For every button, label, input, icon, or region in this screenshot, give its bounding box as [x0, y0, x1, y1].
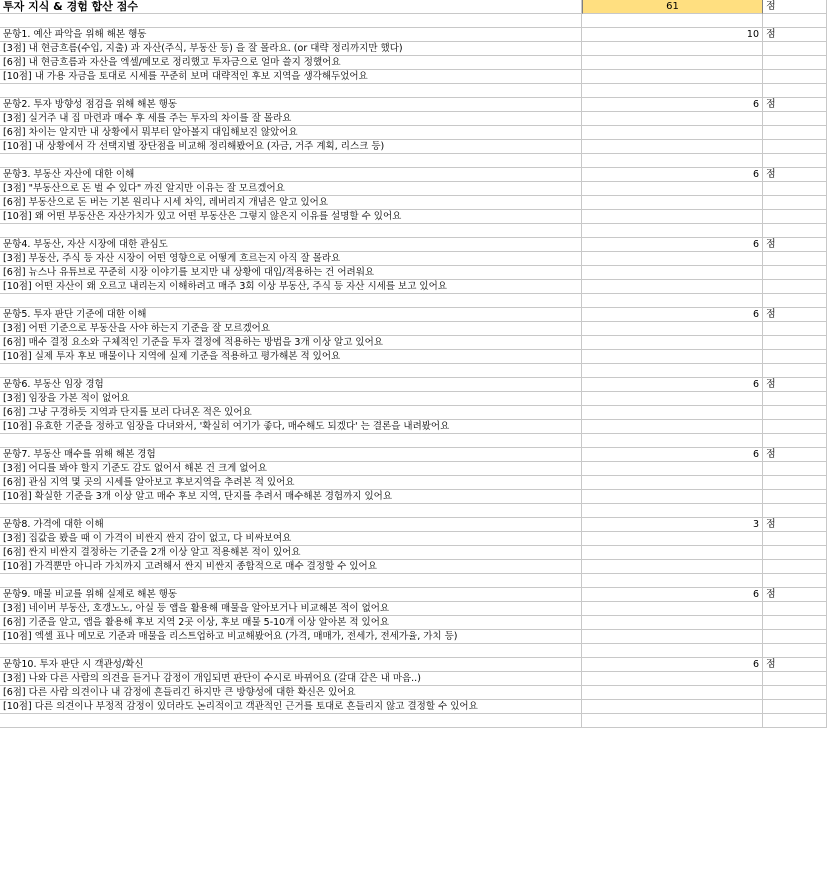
blank-cell[interactable]: [582, 252, 763, 266]
blank-cell[interactable]: [582, 504, 763, 518]
blank-cell[interactable]: [763, 294, 827, 308]
blank-cell[interactable]: [763, 434, 827, 448]
option-cell[interactable]: [10점] 내 가용 자금을 토대로 시세를 꾸준히 보며 대략적인 후보 지역을 생각해두었어요: [0, 70, 582, 84]
blank-cell[interactable]: [582, 182, 763, 196]
blank-cell[interactable]: [582, 476, 763, 490]
question-unit-cell[interactable]: 점: [763, 28, 827, 42]
blank-cell[interactable]: [763, 644, 827, 658]
option-cell[interactable]: [3점] "부동산으로 돈 벌 수 있다" 까진 알지만 이유는 잘 모르겠어요: [0, 182, 582, 196]
blank-cell[interactable]: [582, 140, 763, 154]
option-cell[interactable]: [3점] 어디를 봐야 할지 기준도 감도 없어서 해본 건 크게 없어요: [0, 462, 582, 476]
question-title-cell[interactable]: 문항6. 부동산 임장 경험: [0, 378, 582, 392]
question-unit-cell[interactable]: 점: [763, 308, 827, 322]
total-score-cell[interactable]: 61: [582, 0, 763, 14]
option-cell[interactable]: [10점] 왜 어떤 부동산은 자산가치가 있고 어떤 부동산은 그렇지 않은지 이유를 설명할 수 있어요: [0, 210, 582, 224]
blank-cell[interactable]: [763, 392, 827, 406]
option-cell[interactable]: [6점] 싼지 비싼지 결정하는 기준을 2개 이상 알고 적용해본 적이 있어요: [0, 546, 582, 560]
blank-cell[interactable]: [763, 532, 827, 546]
blank-cell[interactable]: [0, 84, 582, 98]
question-score-cell[interactable]: 6: [582, 658, 763, 672]
blank-cell[interactable]: [0, 14, 582, 28]
sheet-title[interactable]: 투자 지식 & 경험 합산 점수: [0, 0, 582, 14]
blank-cell[interactable]: [582, 714, 763, 728]
question-title-cell[interactable]: 문항1. 예산 파악을 위해 해본 행동: [0, 28, 582, 42]
blank-cell[interactable]: [582, 630, 763, 644]
blank-cell[interactable]: [763, 574, 827, 588]
blank-cell[interactable]: [582, 336, 763, 350]
blank-cell[interactable]: [582, 322, 763, 336]
option-cell[interactable]: [10점] 다른 의견이나 부정적 감정이 있더라도 논리적이고 객관적인 근거를 토대로 흔들리지 않고 결정할 수 있어요: [0, 700, 582, 714]
question-score-cell[interactable]: 6: [582, 308, 763, 322]
blank-cell[interactable]: [582, 462, 763, 476]
option-cell[interactable]: [6점] 차이는 알지만 내 상황에서 뭐부터 알아볼지 대입해보진 않았어요: [0, 126, 582, 140]
blank-cell[interactable]: [582, 364, 763, 378]
option-cell[interactable]: [3점] 나와 다른 사람의 의견을 듣거나 감정이 개입되면 판단이 수시로 바뀌어요 (갈대 같은 내 마음..): [0, 672, 582, 686]
option-cell[interactable]: [3점] 네이버 부동산, 호갱노노, 아실 등 앱을 활용해 매물을 알아보거나 비교해본 적이 없어요: [0, 602, 582, 616]
option-cell[interactable]: [3점] 부동산, 주식 등 자산 시장이 어떤 영향으로 어떻게 흐르는지 아직 잘 몰라요: [0, 252, 582, 266]
blank-cell[interactable]: [582, 546, 763, 560]
blank-cell[interactable]: [0, 644, 582, 658]
blank-cell[interactable]: [763, 700, 827, 714]
blank-cell[interactable]: [763, 84, 827, 98]
option-cell[interactable]: [10점] 실제 투자 후보 매물이나 지역에 실제 기준을 적용하고 평가해본 적 있어요: [0, 350, 582, 364]
question-score-cell[interactable]: 6: [582, 448, 763, 462]
option-cell[interactable]: [10점] 어떤 자산이 왜 오르고 내리는지 이해하려고 매주 3회 이상 부동산, 주식 등 자산 시세를 보고 있어요: [0, 280, 582, 294]
blank-cell[interactable]: [763, 266, 827, 280]
question-unit-cell[interactable]: 점: [763, 168, 827, 182]
blank-cell[interactable]: [763, 140, 827, 154]
blank-cell[interactable]: [582, 616, 763, 630]
blank-cell[interactable]: [582, 350, 763, 364]
blank-cell[interactable]: [763, 280, 827, 294]
blank-cell[interactable]: [582, 672, 763, 686]
question-score-cell[interactable]: 3: [582, 518, 763, 532]
blank-cell[interactable]: [582, 224, 763, 238]
option-cell[interactable]: [10점] 확실한 기준을 3개 이상 알고 매수 후보 지역, 단지를 추려서 매수해본 경험까지 있어요: [0, 490, 582, 504]
blank-cell[interactable]: [582, 196, 763, 210]
blank-cell[interactable]: [763, 322, 827, 336]
blank-cell[interactable]: [582, 560, 763, 574]
blank-cell[interactable]: [0, 574, 582, 588]
blank-cell[interactable]: [763, 476, 827, 490]
blank-cell[interactable]: [582, 280, 763, 294]
blank-cell[interactable]: [763, 672, 827, 686]
blank-cell[interactable]: [763, 630, 827, 644]
blank-cell[interactable]: [763, 602, 827, 616]
blank-cell[interactable]: [582, 392, 763, 406]
blank-cell[interactable]: [763, 224, 827, 238]
blank-cell[interactable]: [582, 532, 763, 546]
option-cell[interactable]: [6점] 내 현금흐름과 자산을 엑셀/메모로 정리했고 투자금으로 얼마 쓸지 정했어요: [0, 56, 582, 70]
total-unit-cell[interactable]: 점: [763, 0, 827, 14]
blank-cell[interactable]: [0, 504, 582, 518]
option-cell[interactable]: [6점] 기준을 알고, 앱을 활용해 후보 지역 2곳 이상, 후보 매물 5-10개 이상 알아본 적 있어요: [0, 616, 582, 630]
question-title-cell[interactable]: 문항9. 매물 비교를 위해 실제로 해본 행동: [0, 588, 582, 602]
blank-cell[interactable]: [763, 336, 827, 350]
option-cell[interactable]: [6점] 그냥 구경하듯 지역과 단지를 보러 다녀온 적은 있어요: [0, 406, 582, 420]
question-unit-cell[interactable]: 점: [763, 658, 827, 672]
blank-cell[interactable]: [763, 462, 827, 476]
blank-cell[interactable]: [582, 14, 763, 28]
option-cell[interactable]: [6점] 다른 사람 의견이나 내 감정에 흔들리긴 하지만 큰 방향성에 대한 확신은 있어요: [0, 686, 582, 700]
option-cell[interactable]: [3점] 실거주 내 집 마련과 매수 후 세를 주는 투자의 차이를 잘 몰라요: [0, 112, 582, 126]
blank-cell[interactable]: [763, 406, 827, 420]
blank-cell[interactable]: [582, 406, 763, 420]
question-unit-cell[interactable]: 점: [763, 378, 827, 392]
option-cell[interactable]: [3점] 어떤 기준으로 부동산을 사야 하는지 기준을 잘 모르겠어요: [0, 322, 582, 336]
question-score-cell[interactable]: 6: [582, 378, 763, 392]
question-title-cell[interactable]: 문항3. 부동산 자산에 대한 이해: [0, 168, 582, 182]
option-cell[interactable]: [10점] 유효한 기준을 정하고 임장을 다녀와서, '확실히 여기가 좋다, 매수해도 되겠다' 는 결론을 내려봤어요: [0, 420, 582, 434]
option-cell[interactable]: [6점] 관심 지역 몇 곳의 시세를 알아보고 후보지역을 추려본 적 있어요: [0, 476, 582, 490]
question-score-cell[interactable]: 6: [582, 588, 763, 602]
option-cell[interactable]: [10점] 엑셀 표나 메모로 기준과 매물을 리스트업하고 비교해봤어요 (가격, 매매가, 전세가, 전세가율, 가치 등): [0, 630, 582, 644]
blank-cell[interactable]: [582, 644, 763, 658]
blank-cell[interactable]: [763, 56, 827, 70]
blank-cell[interactable]: [763, 154, 827, 168]
blank-cell[interactable]: [582, 210, 763, 224]
blank-cell[interactable]: [582, 420, 763, 434]
question-title-cell[interactable]: 문항2. 투자 방향성 점검을 위해 해본 행동: [0, 98, 582, 112]
blank-cell[interactable]: [582, 574, 763, 588]
blank-cell[interactable]: [763, 546, 827, 560]
question-title-cell[interactable]: 문항10. 투자 판단 시 객관성/확신: [0, 658, 582, 672]
question-score-cell[interactable]: 10: [582, 28, 763, 42]
blank-cell[interactable]: [0, 224, 582, 238]
question-unit-cell[interactable]: 점: [763, 448, 827, 462]
option-cell[interactable]: [6점] 부동산으로 돈 버는 기본 원리나 시세 차익, 레버리지 개념은 알고 있어요: [0, 196, 582, 210]
option-cell[interactable]: [10점] 가격뿐만 아니라 가치까지 고려해서 싼지 비싼지 종합적으로 매수 결정할 수 있어요: [0, 560, 582, 574]
blank-cell[interactable]: [582, 56, 763, 70]
question-score-cell[interactable]: 6: [582, 238, 763, 252]
blank-cell[interactable]: [0, 294, 582, 308]
blank-cell[interactable]: [582, 602, 763, 616]
question-score-cell[interactable]: 6: [582, 98, 763, 112]
blank-cell[interactable]: [763, 686, 827, 700]
blank-cell[interactable]: [763, 42, 827, 56]
blank-cell[interactable]: [763, 504, 827, 518]
blank-cell[interactable]: [582, 686, 763, 700]
blank-cell[interactable]: [582, 434, 763, 448]
blank-cell[interactable]: [763, 14, 827, 28]
blank-cell[interactable]: [763, 490, 827, 504]
question-unit-cell[interactable]: 점: [763, 238, 827, 252]
blank-cell[interactable]: [582, 266, 763, 280]
option-cell[interactable]: [6점] 뉴스나 유튜브로 꾸준히 시장 이야기를 보지만 내 상황에 대입/적용하는 건 어려워요: [0, 266, 582, 280]
blank-cell[interactable]: [763, 560, 827, 574]
blank-cell[interactable]: [763, 364, 827, 378]
blank-cell[interactable]: [763, 196, 827, 210]
blank-cell[interactable]: [582, 490, 763, 504]
question-score-cell[interactable]: 6: [582, 168, 763, 182]
blank-cell[interactable]: [763, 70, 827, 84]
blank-cell[interactable]: [0, 364, 582, 378]
question-title-cell[interactable]: 문항4. 부동산, 자산 시장에 대한 관심도: [0, 238, 582, 252]
question-unit-cell[interactable]: 점: [763, 588, 827, 602]
blank-cell[interactable]: [582, 84, 763, 98]
blank-cell[interactable]: [763, 210, 827, 224]
question-unit-cell[interactable]: 점: [763, 98, 827, 112]
question-title-cell[interactable]: 문항5. 투자 판단 기준에 대한 이해: [0, 308, 582, 322]
blank-cell[interactable]: [582, 70, 763, 84]
option-cell[interactable]: [3점] 임장을 가본 적이 없어요: [0, 392, 582, 406]
blank-cell[interactable]: [582, 154, 763, 168]
option-cell[interactable]: [3점] 집값을 봤을 때 이 가격이 비싼지 싼지 감이 없고, 다 비싸보여요: [0, 532, 582, 546]
blank-cell[interactable]: [763, 252, 827, 266]
option-cell[interactable]: [10점] 내 상황에서 각 선택지별 장단점을 비교해 정리해봤어요 (자금, 거주 계획, 리스크 등): [0, 140, 582, 154]
blank-cell[interactable]: [0, 154, 582, 168]
question-title-cell[interactable]: 문항8. 가격에 대한 이해: [0, 518, 582, 532]
blank-cell[interactable]: [0, 434, 582, 448]
blank-cell[interactable]: [582, 42, 763, 56]
blank-cell[interactable]: [763, 350, 827, 364]
blank-cell[interactable]: [763, 126, 827, 140]
blank-cell[interactable]: [582, 294, 763, 308]
blank-cell[interactable]: [763, 714, 827, 728]
blank-cell[interactable]: [582, 700, 763, 714]
blank-cell[interactable]: [763, 420, 827, 434]
question-title-cell[interactable]: 문항7. 부동산 매수를 위해 해본 경험: [0, 448, 582, 462]
blank-cell[interactable]: [763, 182, 827, 196]
option-cell[interactable]: [6점] 매수 결정 요소와 구체적인 기준을 투자 결정에 적용하는 방법을 3개 이상 알고 있어요: [0, 336, 582, 350]
blank-cell[interactable]: [763, 112, 827, 126]
option-cell[interactable]: [3점] 내 현금흐름(수입, 지출) 과 자산(주식, 부동산 등) 을 잘 몰라요. (or 대략 정리까지만 했다): [0, 42, 582, 56]
blank-cell[interactable]: [763, 616, 827, 630]
question-unit-cell[interactable]: 점: [763, 518, 827, 532]
blank-cell[interactable]: [582, 126, 763, 140]
blank-cell[interactable]: [0, 714, 582, 728]
blank-cell[interactable]: [582, 112, 763, 126]
